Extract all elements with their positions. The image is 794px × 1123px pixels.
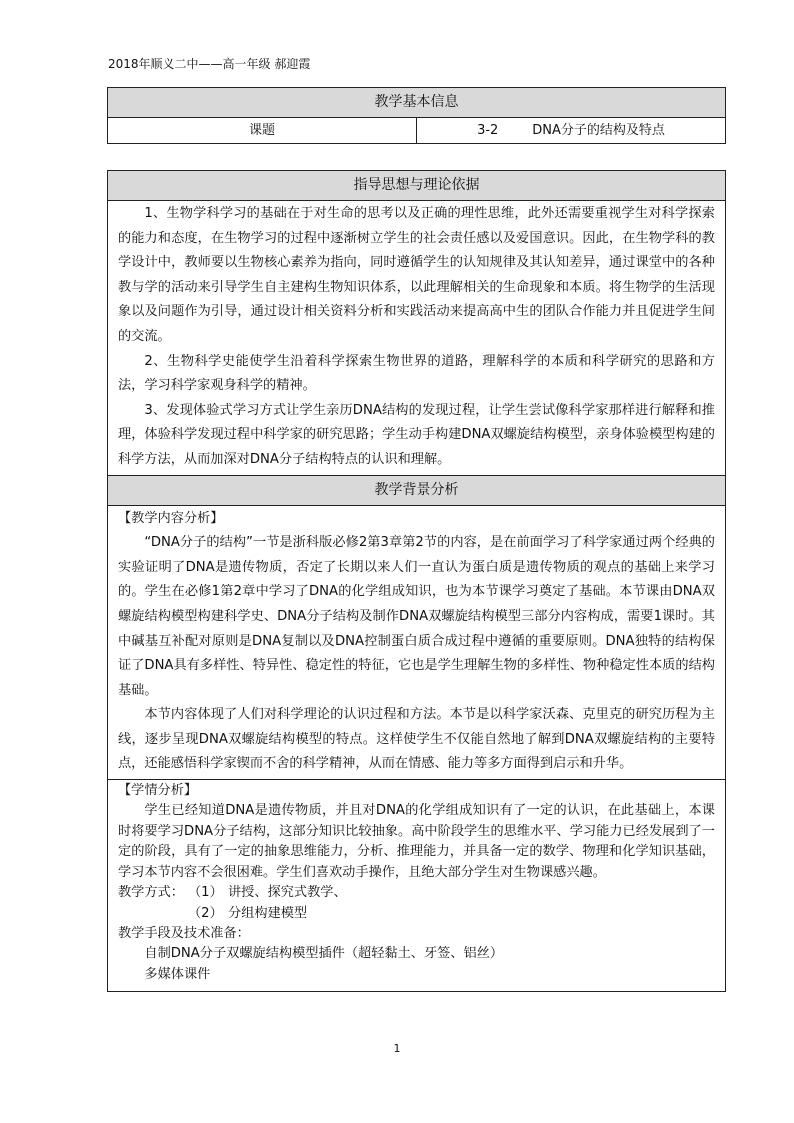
background-title: 教学背景分析 [108, 475, 726, 505]
basic-info-title: 教学基本信息 [108, 88, 726, 118]
guiding-paragraph-2: 2、生物科学史能使学生沿着科学探索生物世界的道路，理解科学的本质和科学研究的思路和方法，学习科学家观身科学的精神。 [118, 353, 715, 394]
tools-label: 教学手段及技术准备： [118, 925, 250, 941]
student-paragraph: 学生已经知道DNA是遗传物质，并且对DNA的化学组成知识有了一定的认识，在此基础上，本课时将要学习DNA分子结构，这部分知识比较抽象。高中阶段学生的思维水平、学习能力已经发展到了一定的阶段，具有了一定的抽象思维能力，分析、推理能力，并具备一定的数学、物理和化学知识基础，学习本节内容不会很困难。学生们喜欢动手操作，且绝大部分学生对生物课感兴趣。 [118, 803, 715, 880]
method-number-1: （1） [188, 885, 223, 901]
course-number: 3-2 [477, 123, 499, 138]
tool-item-2: 多媒体课件 [144, 966, 211, 982]
method-row-2 [118, 904, 715, 924]
method-text-2: 分组构建模型 [228, 905, 308, 921]
tool-item-1: 自制DNA分子双螺旋结构模型插件（超轻黏土、牙签、铝丝） [144, 946, 504, 962]
course-title: DNA分子的结构及特点 [532, 123, 665, 138]
guiding-title: 指导思想与理论依据 [108, 171, 726, 201]
main-table [107, 170, 726, 992]
student-analysis-heading: 【学情分析】 [118, 783, 198, 799]
guiding-paragraph-1: 1、生物学科学习的基础在于对生命的思考以及正确的理性思维，此外还需要重视学生对科学探索的能力和态度，在生物学习的过程中逐渐树立学生的社会责任感以及爱国意识。因此，在生物学科的教学设计中，教师要以生物核心素养为指向，同时遵循学生的认知规律及其认知差异，通过课堂中的各种教与学的活动来引导学生自主建构生物知识体系，以此理解相关的生命现象和本质。将生物学的生活现象以及问题作为引导，通过设计相关资料分析和实践活动来提高高中生的团队合作能力并且促进学生间的交流。 [118, 206, 715, 344]
content-analysis-heading: 【教学内容分析】 [118, 510, 224, 526]
content-paragraph-2: 本节内容体现了人们对科学理论的认识过程和方法。本节是以科学家沃森、克里克的研究历程为主线，逐步呈现DNA双螺旋结构模型的特点。这样使学生不仅能自然地了解到DNA双螺旋结构的主要特点，还能感悟科学家锲而不舍的科学精神，从而在情感、能力等多方面得到启示和升华。 [118, 707, 715, 772]
student-analysis [108, 780, 726, 992]
method-text-1: 讲授、探究式教学、 [228, 885, 347, 901]
method-number-2: （2） [188, 905, 223, 921]
guiding-content [108, 201, 726, 476]
method-label: 教学方式： [118, 885, 184, 901]
page-header: 2018年顺义二中——高一年级 郝迎霞 [108, 57, 311, 71]
method-row-1 [118, 883, 715, 903]
course-label: 课题 [108, 118, 417, 144]
guiding-paragraph-3: 3、发现体验式学习方式让学生亲历DNA结构的发现过程，让学生尝试像科学家那样进行解释和推理，体验科学发现过程中科学家的研究思路；学生动手构建DNA双螺旋结构模型，亲身体验模型构建的科学方法，从而加深对DNA分子结构特点的认识和理解。 [118, 402, 715, 467]
content-paragraph-1: “DNA分子的结构”一节是浙科版必修2第3章第2节的内容，是在前面学习了科学家通过两个经典的实验证明了DNA是遗传物质，否定了长期以来人们一直认为蛋白质是遗传物质的观点的基础上来学习的。学生在必修1第2章中学习了DNA的化学组成知识，也为本节课学习奠定了基础。本节课由DNA双螺旋结构模型构建科学史、DNA分子结构及制作DNA双螺旋结构模型三部分内容构成，需要1课时。其中碱基互补配对原则是DNA复制以及DNA控制蛋白质合成过程中遵循的重要原则。DNA独特的结构保证了DNA具有多样性、特异性、稳定性的特征，它也是学生理解生物的多样性、物种稳定性本质的结构基础。 [118, 535, 715, 698]
method-label-spacer [118, 904, 188, 924]
basic-info-table [107, 87, 726, 144]
page-number: 1 [393, 1042, 401, 1055]
content-analysis [108, 505, 726, 780]
course-value [417, 118, 726, 144]
